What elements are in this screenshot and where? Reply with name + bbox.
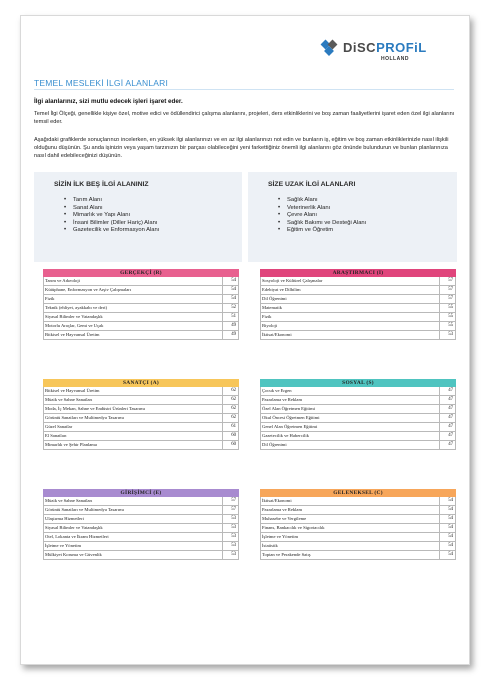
table-row: [44, 331, 238, 340]
top-five-title: SİZİN İLK BEŞ İLGİ ALANINIZ: [54, 181, 149, 188]
interest-name: Özel Alan Öğretmen Eğitimi: [261, 405, 440, 413]
logo-subtitle: HOLLAND: [381, 56, 409, 62]
logo-brand: [343, 40, 427, 55]
interest-score: 47: [448, 406, 453, 411]
interest-score: 54: [448, 507, 453, 512]
interest-score: 57: [231, 507, 236, 512]
interest-score: 47: [448, 442, 453, 447]
interest-score: 62: [231, 388, 236, 393]
table-row: [261, 551, 455, 560]
interest-name: Muhasebe ve Vergileme: [261, 515, 440, 523]
interest-score: 54: [231, 278, 236, 283]
lead-sentence: İlgi alanlarınız, sizi mutlu edecek işleri işaret eder.: [34, 98, 183, 105]
interest-name: Müzik ve Sahne Sanatları: [44, 497, 223, 505]
interest-score: 47: [448, 388, 453, 393]
interest-score: 54: [448, 543, 453, 548]
table-row: [261, 322, 455, 331]
table-row: [44, 304, 238, 313]
table-row: [44, 533, 238, 542]
interest-score: 52: [231, 305, 236, 310]
interest-name: Mülkiyet Koruma ve Güvenlik: [44, 551, 223, 559]
table-row: [44, 313, 238, 322]
table-header: ARAŞTIRMACI (I): [260, 269, 456, 277]
interest-score: 47: [448, 397, 453, 402]
interest-name: Bitkisel ve Hayvansal Üretim: [44, 387, 223, 395]
intro-paragraph: Temel İlgi Ölçeği, genellikle kişiye özel, motive edici ve ödüllendirici çalışma alanlarını, projeleri, ders etkinliklerini ve boş zaman faaliyetlerini işaret eden özel ilgi alanlarını temsil eder.: [34, 111, 455, 125]
interest-score: 47: [448, 433, 453, 438]
table-row: [261, 313, 455, 322]
table-row: [261, 432, 455, 441]
table-row: [44, 286, 238, 295]
table-row: [261, 515, 455, 524]
list-item: • Tarım Alanı: [64, 197, 159, 205]
interest-score: 54: [231, 287, 236, 292]
interest-name: Genel Alan Öğretmen Eğitimi: [261, 423, 440, 431]
interest-name: Pazarlama ve Reklam: [261, 506, 440, 514]
interest-score: 57: [231, 498, 236, 503]
table-row: [261, 387, 455, 396]
table-row: [44, 524, 238, 533]
interest-name: Kütüphane, Enformasyon ve Arşiv Çalışmaları: [44, 286, 223, 294]
table-body: [43, 497, 239, 560]
table-row: [44, 277, 238, 286]
table-header: GELENEKSEL (C): [260, 489, 456, 497]
realistic-table: [43, 269, 239, 340]
interest-score: 53: [231, 516, 236, 521]
table-row: [261, 396, 455, 405]
table-row: [44, 295, 238, 304]
table-body: [43, 277, 239, 340]
enterprising-table: [43, 489, 239, 560]
table-row: [44, 542, 238, 551]
logo-diamond-icon: [319, 38, 339, 58]
interest-name: Sosyoloji ve Kültürel Çalışmalar: [261, 277, 440, 285]
table-header: GİRİŞİMCİ (E): [43, 489, 239, 497]
interest-name: Tarım ve Arkeoloji: [44, 277, 223, 285]
table-row: [261, 441, 455, 450]
interest-score: 57: [448, 278, 453, 283]
title-divider: [34, 89, 454, 90]
table-row: [261, 414, 455, 423]
table-row: [261, 423, 455, 432]
interest-name: İstatistik: [261, 542, 440, 550]
interest-name: Siyasal Bilimler ve Vatandaşlık: [44, 524, 223, 532]
interest-score: 55: [448, 323, 453, 328]
interest-score: 53: [448, 332, 453, 337]
table-row: [44, 414, 238, 423]
table-header: GERÇEKÇİ (R): [43, 269, 239, 277]
interest-score: 61: [231, 424, 236, 429]
interest-name: Otel, Lokanta ve İkram Hizmetleri: [44, 533, 223, 541]
interest-name: Biyoloji: [261, 322, 440, 330]
interest-name: El Sanatları: [44, 432, 223, 440]
interest-name: Okul Öncesi Öğretmen Eğitimi: [261, 414, 440, 422]
table-row: [44, 387, 238, 396]
top-five-list: [64, 197, 159, 235]
interest-name: Müzik ve Sahne Sanatları: [44, 396, 223, 404]
page-title: TEMEL MESLEKİ İLGİ ALANLARI: [34, 78, 169, 88]
list-item: • Mimarlık ve Yapı Alanı: [64, 212, 159, 220]
list-item: • Gazetecilik ve Enformasyon Alanı: [64, 227, 159, 235]
table-row: [261, 497, 455, 506]
interest-score: 57: [448, 296, 453, 301]
table-row: [261, 524, 455, 533]
far-interests-box: [248, 172, 457, 262]
interest-score: 57: [448, 287, 453, 292]
interest-name: Edebiyat ve Dilbilim: [261, 286, 440, 294]
table-row: [44, 396, 238, 405]
table-row: [44, 432, 238, 441]
logo-brand-suffix: PROFiL: [376, 40, 427, 55]
interest-name: Görüntü Sanatları ve Multimedya Tasarımı: [44, 414, 223, 422]
interest-score: 62: [231, 415, 236, 420]
interest-name: Matematik: [261, 304, 440, 312]
interest-score: 53: [231, 525, 236, 530]
list-item: • Sağlık Bakımı ve Desteği Alanı: [278, 220, 366, 228]
interest-name: Bitkisel ve Hayvansal Üretim: [44, 331, 223, 339]
interest-score: 62: [231, 397, 236, 402]
interest-score: 47: [448, 424, 453, 429]
table-row: [44, 551, 238, 560]
interest-score: 53: [231, 543, 236, 548]
interest-score: 53: [231, 534, 236, 539]
interest-name: Motorlu Araçlar, Gemi ve Uçak: [44, 322, 223, 330]
table-row: [261, 506, 455, 515]
interest-name: Fizik: [261, 313, 440, 321]
interest-name: Gazetecilik ve Habercilik: [261, 432, 440, 440]
interest-score: 62: [231, 406, 236, 411]
artistic-table: [43, 379, 239, 450]
discprofil-logo: [319, 34, 439, 74]
interest-name: Toptan ve Perakende Satış: [261, 551, 440, 559]
table-row: [261, 405, 455, 414]
interest-name: İşletme ve Yönetim: [261, 533, 440, 541]
table-body: [43, 387, 239, 450]
interest-name: Dil Öğrenimi: [261, 441, 440, 449]
interest-name: Ulaştırma Hizmetleri: [44, 515, 223, 523]
table-row: [44, 441, 238, 450]
list-item: • Sanat Alanı: [64, 205, 159, 213]
report-page: [20, 15, 470, 665]
interest-score: 54: [448, 525, 453, 530]
interest-score: 47: [448, 415, 453, 420]
table-row: [261, 277, 455, 286]
interest-name: Teknik (ehliyet, ayakkabı ve deri): [44, 304, 223, 312]
interest-score: 55: [448, 305, 453, 310]
interest-name: Siyasal Bilimler ve Vatandaşlık: [44, 313, 223, 321]
interest-name: Fizik: [44, 295, 223, 303]
interest-score: 54: [448, 516, 453, 521]
table-body: [260, 277, 456, 340]
social-table: [260, 379, 456, 450]
conventional-table: [260, 489, 456, 560]
table-row: [44, 497, 238, 506]
table-body: [260, 497, 456, 560]
interest-name: Çocuk ve Ergen: [261, 387, 440, 395]
interest-name: Görüntü Sanatları ve Multimedya Tasarımı: [44, 506, 223, 514]
interest-score: 49: [231, 332, 236, 337]
logo-brand-prefix: DiSC: [343, 40, 377, 55]
interest-score: 54: [448, 552, 453, 557]
table-row: [261, 331, 455, 340]
table-row: [261, 286, 455, 295]
list-item: • Çevre Alanı: [278, 212, 366, 220]
interest-score: 53: [231, 552, 236, 557]
interest-score: 49: [231, 323, 236, 328]
table-row: [44, 423, 238, 432]
list-item: • İnsani Bilimler (Diller Hariç) Alanı: [64, 220, 159, 228]
list-item: • Eğitim ve Öğretim: [278, 227, 366, 235]
table-row: [261, 295, 455, 304]
table-row: [261, 533, 455, 542]
interest-score: 60: [231, 433, 236, 438]
table-row: [44, 405, 238, 414]
table-row: [44, 506, 238, 515]
table-header: SANATÇI (A): [43, 379, 239, 387]
far-interests-title: SİZE UZAK İLGİ ALANLARI: [268, 181, 356, 188]
table-body: [260, 387, 456, 450]
interest-score: 51: [231, 314, 236, 319]
interest-name: İktisat/Ekonomi: [261, 331, 440, 339]
interest-name: İktisat/Ekonomi: [261, 497, 440, 505]
list-item: • Sağlık Alanı: [278, 197, 366, 205]
table-row: [44, 515, 238, 524]
interest-name: Finans, Bankacılık ve Sigortacılık: [261, 524, 440, 532]
table-header: SOSYAL (S): [260, 379, 456, 387]
interest-name: İşletme ve Yönetim: [44, 542, 223, 550]
interest-name: Dil Öğrenimi: [261, 295, 440, 303]
list-item: • Veterinerlik Alanı: [278, 205, 366, 213]
interest-score: 54: [231, 296, 236, 301]
investigative-table: [260, 269, 456, 340]
interest-name: Güzel Sanatlar: [44, 423, 223, 431]
table-row: [261, 304, 455, 313]
interest-score: 54: [448, 534, 453, 539]
interest-name: Moda, İç Mekan, Sahne ve Endüstri Ürünleri Tasarımı: [44, 405, 223, 413]
far-interests-list: [278, 197, 366, 235]
interest-score: 54: [448, 498, 453, 503]
interest-name: Pazarlama ve Reklam: [261, 396, 440, 404]
interest-score: 60: [231, 442, 236, 447]
table-row: [261, 542, 455, 551]
instructions-paragraph: Aşağıdaki grafiklerde sonuçlarınızı incelerken, en yüksek ilgi alanlarınızı ve en az ilgi alanlarınızı not edin ve bunların iş, eğitim ve boş zaman etkinliklerinizle nasıl ilişkili olduğunu düşünün. Şu anda işinizin veya yaşam tarzınızın bir parçası olabileceğini yeni farkettiğiniz önemli ilgi alanlarını göz önünde bulundurun ve bunları planlarınıza nasıl dahil edebileceğinizi düşünün.: [34, 137, 449, 159]
interest-name: Mimarlık ve Şehir Planlama: [44, 441, 223, 449]
interest-score: 55: [448, 314, 453, 319]
top-five-interests-box: [34, 172, 242, 262]
table-row: [44, 322, 238, 331]
